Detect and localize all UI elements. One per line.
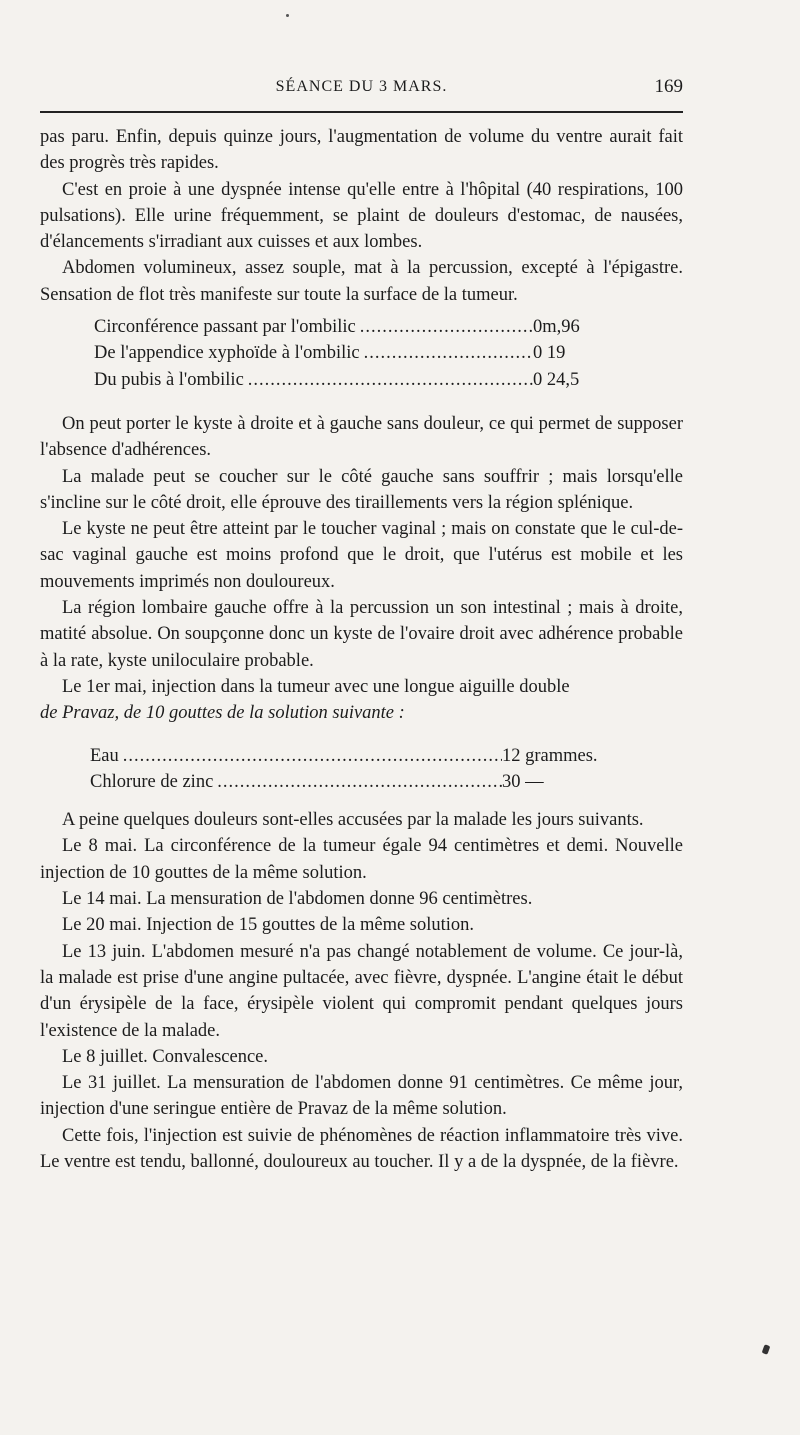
page-number: 169 <box>654 76 683 97</box>
paragraph: La région lombaire gauche offre à la percussion un son intestinal ; mais à droite, matité absolue. On soupçonne donc un kyste de l'ovaire droit avec adhérence probable à la rate, kyste uniloculaire probable. <box>40 598 683 671</box>
solution-value: 12 grammes. <box>502 745 598 766</box>
measurements-table <box>40 314 605 393</box>
ink-speck <box>286 14 289 17</box>
solution-table <box>40 743 630 796</box>
solution-label: Eau <box>90 745 119 766</box>
dot-leader <box>244 367 533 393</box>
measurement-value: 0 19 <box>533 343 566 364</box>
measurement-label: De l'appendice xyphoïde à l'ombilic <box>94 343 360 364</box>
dot-leader <box>213 769 502 795</box>
italic-line: de Pravaz, de 10 gouttes de la solution suivante : <box>40 703 405 724</box>
solution-value: 30 — <box>502 771 544 792</box>
paragraph: C'est en proie à une dyspnée intense qu'elle entre à l'hôpital (40 respirations, 100 pulsations). Elle urine fréquemment, se plaint de douleurs d'estomac, de nausées, d'élancements s'irradiant aux cuisses et aux lombes. <box>40 179 683 253</box>
paragraph: Le kyste ne peut être atteint par le toucher vaginal ; mais on constate que le cul-de-sac vaginal gauche est moins profond que le droit, que l'utérus est mobile et les mouvements imprimés non douloureux. <box>40 519 683 592</box>
paragraph: On peut porter le kyste à droite et à gauche sans douleur, ce qui permet de supposer l'absence d'adhérences. <box>40 413 683 461</box>
measurement-label: Circonférence passant par l'ombilic <box>94 317 356 338</box>
paragraph: Le 14 mai. La mensuration de l'abdomen donne 96 centimètres. <box>62 889 533 910</box>
dot-leader <box>360 340 533 366</box>
paragraph: Le 1er mai, injection dans la tumeur avec une longue aiguille double <box>62 676 570 697</box>
paragraph: Le 20 mai. Injection de 15 gouttes de la même solution. <box>62 915 475 936</box>
ink-speck <box>762 1344 771 1355</box>
dot-leader <box>119 743 502 769</box>
dot-leader <box>356 314 533 340</box>
measurement-row <box>94 340 605 366</box>
paragraph: Le 8 mai. La circonférence de la tumeur égale 94 centimètres et demi. Nouvelle injection de 10 gouttes de la même solution. <box>40 836 683 883</box>
paragraph: Abdomen volumineux, assez souple, mat à la percussion, excepté à l'épigastre. Sensation de flot très manifeste sur toute la surface de la tumeur. <box>40 258 683 305</box>
paragraph: Le 31 juillet. La mensuration de l'abdomen donne 91 centimètres. Ce même jour, injection d'une seringue entière de Pravaz de la même solution. <box>40 1073 683 1120</box>
paragraph: La malade peut se coucher sur le côté gauche sans souffrir ; mais lorsqu'elle s'incline sur le côté droit, elle éprouve des tiraillements vers la région splénique. <box>40 466 683 513</box>
solution-label: Chlorure de zinc <box>90 771 214 792</box>
running-title: SÉANCE DU 3 MARS. <box>275 78 448 95</box>
solution-row <box>90 769 630 795</box>
measurement-value: 0 24,5 <box>533 369 580 390</box>
paragraph: A peine quelques douleurs sont-elles accusées par la malade les jours suivants. <box>62 810 644 831</box>
running-header <box>40 74 683 104</box>
paragraph: Cette fois, l'injection est suivie de phénomènes de réaction inflammatoire très vive. Le ventre est tendu, ballonné, douloureux au toucher. Il y a de la dyspnée, de la fièvre. <box>40 1125 683 1172</box>
measurement-row <box>94 367 605 393</box>
page-body <box>40 124 683 1175</box>
measurement-label: Du pubis à l'ombilic <box>94 369 244 390</box>
paragraph: Le 8 juillet. Convalescence. <box>62 1046 268 1067</box>
measurement-row <box>94 314 605 340</box>
header-rule <box>40 111 683 113</box>
paragraph: pas paru. Enfin, depuis quinze jours, l'augmentation de volume du ventre aurait fait des progrès très rapides. <box>40 127 683 174</box>
measurement-value: 0m,96 <box>533 317 580 338</box>
paragraph: Le 13 juin. L'abdomen mesuré n'a pas changé notablement de volume. Ce jour-là, la malade est prise d'une angine pultacée, avec fièvre, dyspnée. L'angine était le début d'un érysipèle de la face, érysipèle violent qui compromit pendant quelques jours l'existence de la malade. <box>40 941 683 1041</box>
solution-row <box>90 743 630 769</box>
